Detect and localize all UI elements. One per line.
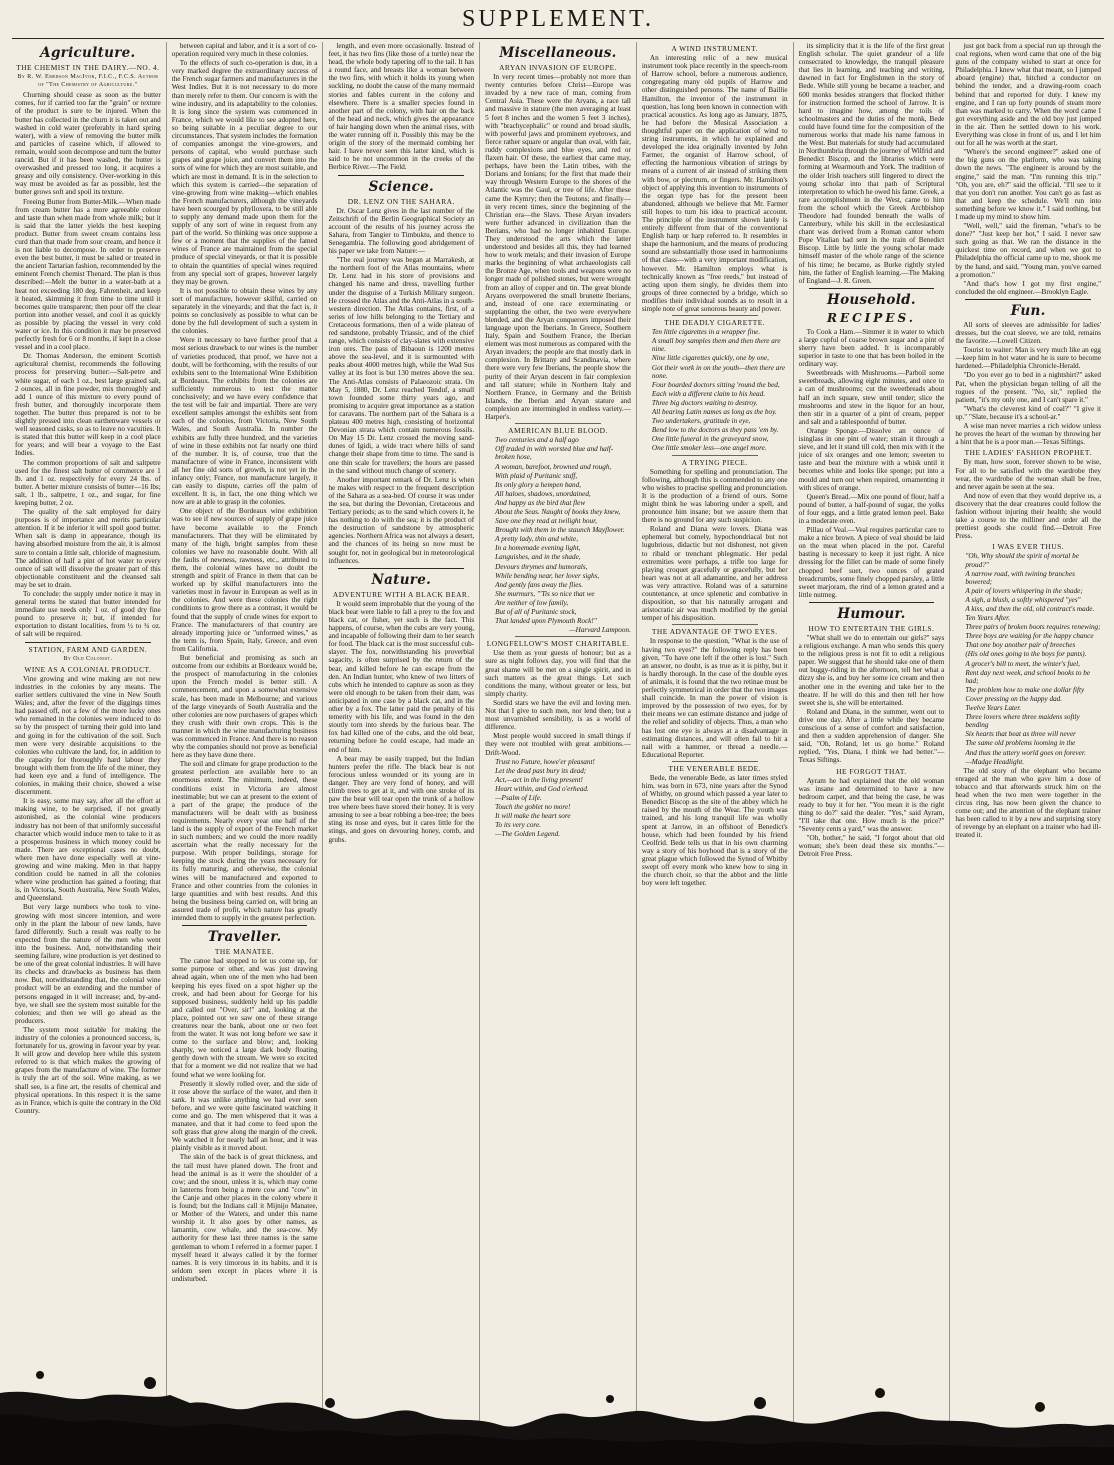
paragraph: The system most suitable for making the industry of the colonies a pronounced success, is, fortunately for us, growing in favour year by year. It will grow and develop here while this system referred to is that which makes the growing of grapes from the manufacture of wine. The former is truly the art of the soil. Wine making, as we shall see, is a fine art, the results of chemical and physical operations. In this respect it is the same as in France, which is quite the contrary in the Old Country.: [15, 1025, 161, 1115]
poem-line: The same old problems looming in the: [965, 739, 1076, 748]
paragraph: To conclude: the supply under notice it may in general terms be stated that butter intended for immediate use needs only 1 oz. of good dry fine pound to preserve it; but, if intended for exportation to distant localities, from ½ to ¾ oz. of salt will be required.: [15, 590, 161, 639]
poem-line: Languishes, and in the shade,: [495, 553, 581, 562]
poem-line: Rent day next week, and school books to be had;: [965, 668, 1091, 685]
paragraph: "Where's the second engineer?" asked one of the big guns on the platform, who was taking down the news. "The engineer is around by the engine," said the man. "I'm running this trip." "Oh, you are, eh?" said the official. "I'll see to it that you don't run another. You can't go as fast as that and keep the schedule. We'll run into something before we know it." I said nothing, but I made up my mind to show him.: [955, 148, 1102, 221]
divider: [672, 761, 758, 762]
poem-line: —Psalm of Life.: [495, 793, 542, 802]
paragraph: Were it necessary to have further proof that a most serious drawback to our wines is the number of varieties produced, that proof, we have not a doubt, will be forthcoming, with the results of our exhibits sent to the International Wine Exhibition at Bordeaux. The exhibits from the colonies are sufficiently numerous to test the matter conclusively; and we have every confidence that the test will be fair and impartial. There are very excellent samples amongst the exhibits sent from each of the colonies, from Victoria, New South Wales, and South Australia. In number the exhibits are fully three hundred, and the varieties of wine in these exhibits not far nearly one third of the number. It is, of course, true that the manufacture of wine in France, inconsistent with all her fine old sorts of growth, is not yet in the infancy only; France, not manufacture largely, it can easily to dispute, carries off the palm of excellent. It is, in fact, the one thing which we now are at able to grasp in the colonies.: [171, 336, 318, 507]
section-heading-miscellaneous: Miscellaneous.: [499, 45, 617, 61]
poem: [642, 328, 788, 452]
paragraph: In response to the question, "What is the use of having two eyes?" the following reply has been given, "To have one left if the other is lost." Such an answer, no doubt, is as true as it is pithy, but it is hardly thorough. In the case of the double eyes of animals, it is found that the two retinae must be perfectly symmetrical in order that the two images shall coincide. In man the power of vision is improved by the possession of two eyes, for by their means we can estimate distance and judge of the relief and solidity of objects. Thus, a man who has lost one eye is always at a disadvantage in estimating distances, and will often fail to hit a nail with a hammer, or thread a needle.—Educational Reporter.: [641, 637, 788, 759]
divider: [515, 423, 601, 424]
poem-line: Devours thrymes and humorals,: [495, 562, 588, 571]
article-title: THE VENERABLE BEDE.: [668, 763, 761, 773]
poem-title: THE DEADLY CIGARETTE.: [664, 318, 766, 328]
poem-line: Let the dead past bury its dead;: [495, 766, 587, 775]
poem-line: —The Golden Legend.: [495, 830, 561, 839]
page-title: SUPPLEMENT.: [462, 5, 654, 32]
section-heading-humour: Humour.: [837, 605, 906, 622]
poem-line: Three lovers where three maidens softly bending: [965, 713, 1080, 730]
column-7: [949, 42, 1106, 1465]
article-byline: By Old Colonist.: [63, 654, 113, 662]
paragraph: The old story of the elephant who became enraged at the man who gave him a dose of tobacco and that afterwards struck him on the head when the two men were together in the circus ring, has now been given the chance to come out; and the attention of the elephant trainer has been called to it by a new and surprising story of revenge by an elephant on a trainer who had ill-treated it.: [955, 766, 1102, 840]
article-title: THE MANATEE.: [214, 947, 275, 957]
paragraph: In very recent times—probably not more than twenty centuries before Christ—Europe was invaded by a new race of man, coming from Central Asia. These were the Aryans, a race tall and massive in stature (the men averaging at least 5 feet 8 inches and the women 5 feet 3 inches), with "brachycephalic" or round and broad skulls, with powerful jaws and prominent eyebrows, and fierce rather square or angular than oval, with fair, ruddy complexions and blue eyes, and red or flaxen hair. Of these, the earliest that came may, perhaps, have been the Latin tribes, with the Dorians and Ionians; for the first that made their way through Western Europe to the shores of the Atlantic was the Gaul, or tree of life. After these came the Kymry; then the Teutons; and finally—in very recent times, since the beginning of the Christian era—the Slavs. These Aryan invaders were further advanced in civilization than the Iberians, who had no longer inhabited Europe. They understood the arts which the latter understood and besides all this, they had learned how to work metals; and their invasion of Europe marks the beginning of what archaeologists call the Bronze Age, when tools and weapons were no longer made of polished stones, but were wrought from an alloy of copper and tin. The great blonde Aryans overpowered the small brunette Iberians, and, instead of one race exterminating or supplanting the other, the two were everywhere blended, and the Aryan conquerors imposed their language upon the Iberians. In Greece, Southern Italy, Spain and Southern France, the Iberian element was most numerous as compared with the Aryan invaders; the people are that mostly dark in complexion. In Brittany and Scandinavia, where there were very few Iberians, the people show the purity of their Aryan descent in fair complexion and tall stature; while in Northern Italy and Northern France, in Germany and the British Islands, the Iberian and Aryan stature and complexion are intermingled in endless variety.—Harper's.: [485, 73, 631, 422]
paragraph: But beneficial and promising as such an outcome from our exhibits at Bordeaux would be, the prospect of manufacturing in the colonies upon the French model is better still. A commencement, and upon a somewhat extensive scale, has been made in Melbourne; and various of the large vineyards of South Australia and the other colonies are now purchasers of grapes which they crush with their own crops. This is the manner in which the wine manufacturing business was commenced in France. And there is no reason why the companies should not prove as beneficial here as they have done there.: [171, 654, 318, 760]
poem-line: —Madge Headlight.: [965, 757, 1025, 766]
paragraph: But very large numbers who took to vine-growing with most sincere intention, and were only in the plant the labour of new lands, have fared differently. Such a result was really to be expected from the nature of the men who went into the business. And, notwithstanding their seeming failure, wine production is yet destined to be one of the great colonial industries. It will have its checks and drawbacks as business has them now. But, notwithstanding that, the colonial wine product will be an extending and the number of persons engaged in it will increase; and, by-and-bye, we shall see the system most suitable for the colonies; and then we will go ahead as the producers.: [15, 903, 161, 1025]
paragraph: just got back from a special run up through the coal regions, when word came that one of the big guns of the company wished to start at once for Philadelphia. I knew what that meant, so I jumped aboard (engine) that, hitched a conductor on behind the tender, and a drawing-room coach behind that and reported for duty. I knew my engine, and I ran up forty pounds of steam more than was marked to carry. When the word came I got everything aside and the old boy just jumped in the air. Then he settled down to his work. Everything was close in front of us, and I let him out for all he was worth at the start.: [955, 42, 1102, 148]
poem-line: Off traded in with worsted blue and half-broken hose,: [495, 445, 614, 462]
poem-line: That landed upon Plymouth Rock!": [495, 617, 597, 626]
paragraph: Vine growing and wine making are not new industries in the colonies by any means. The earlier settlers cultivated the vine in New South Wales; and, after the fever of the diggings times had passed off, not a few of the more lucky ones who remained in the colonies were induced to do so by the prospect of turning their gold into land and going in for the cultivation of the soil. Such men were very desirable acquisitions to the colonies who cultivate the land, for, in addition to the capacity for thoroughly hard labour they brought with them from the life of the miner, they had keen eye and a fund of intelligence. The colonies, in making their choice, showed a wise discernment.: [15, 674, 161, 797]
column-3: [322, 42, 479, 1465]
paragraph: between capital and labor, and it is a sort of co-operation required very much in these colonies.: [171, 42, 318, 59]
attribution: —Harvard Lampoon.: [569, 626, 631, 635]
column-4: [479, 42, 636, 1465]
paragraph: "What's the cleverest kind of coal?" "I give it up." "Slate, because it's a school-ar.": [955, 404, 1102, 421]
poem: [485, 758, 631, 839]
poem-line: One little funeral in the graveyard snow,: [651, 435, 769, 444]
article-title: THE ADVANTAGE OF TWO EYES.: [651, 627, 778, 637]
paragraph: Ayram he had explained that the old woman was insane and determined to have a new bedroom carpet, and that being the case, he was ready to buy it for her. "You mean it is the right thing to do?" said the dealer. "Yes," said Ayram, "I'll take that one. How much is the price?" "Seventy cents a yard," was the answer.: [798, 776, 945, 834]
paragraph: It is not possible to obtain these wines by any sort of manufacture, however skilful, carried on separately in the vineyards; and that the fact is, it points so conclusively as possible to what can be done by the full development of such a system in the colonies.: [171, 286, 318, 336]
poem-line: Each with a different claim to his head.: [651, 389, 765, 398]
poem-line: Ten little cigarettes in a wrapper fine.: [651, 328, 761, 337]
paragraph: A wise man never marries a rich widow unless he proves the heart of the woman by throwing her a hint that he is a poor man.—Texas Siftings.: [955, 422, 1102, 447]
masthead: [12, 0, 1104, 39]
paragraph: length, and even more occasionally. Instead of feet, it has two fins (like those of a turtle) near the head, the whole body tapering off to the tail. It has a round face, and breasts like a woman between the two fins, with which it holds its young when suckling, no doubt the cause of the many mermaid stories and fables current in the colony and elsewhere. There is a smaller species found in another part of the colony, with hair on the back of the head and neck, which gives the appearance of hair hanging down when the animal rises, with the water running off it. Possibly this may be the origin of the story of the mermaid combing her hair. I have never seen this latter kind, which is said to be not uncommon in the creeks of the Berbice River.—The Field.: [328, 42, 475, 172]
divider: [338, 568, 464, 569]
article-title: DR. LENZ ON THE SAHARA.: [347, 196, 455, 206]
poem-line: Brought with them in the staunch Mayflower.: [495, 526, 625, 535]
column-2: [166, 42, 323, 1465]
paragraph: Churning should cease as soon as the butter comes, for if carried too far the "grain" or texture of the product is sure to be injured. When the butter has collected in the churn it is taken out and washed in cold water (preferably in hard spring water), with a view of removing the butter milk and particles of caseine which, if allowed to remain, would soon decompose and turn the butter rancid. But if it has been washed, the butter is overwashed and pressed too long, it acquires a greasy and oily consistency. Over-working in this way must be avoided as far as possible, lest the butter grows soft and spoil its texture.: [15, 91, 161, 197]
column-5: [636, 42, 793, 1465]
poem-line: With plaid of Puritanic stuff,: [495, 471, 578, 480]
divider: [965, 299, 1091, 300]
article-title: ADVENTURE WITH A BLACK BEAR.: [332, 589, 470, 599]
paragraph: To Cook a Ham.—Simmer it in water to which a large cupful of coarse brown sugar and a pint of sherry have been added. It is incomparably superior in taste to one that has been boiled in the ordinary way.: [798, 327, 945, 369]
poem-line: Act,—act in the living present!: [495, 775, 583, 784]
paragraph: The canoe had stopped to let us come up, for some purpose or other, and was just drawing ahead again, when one of the men who had been keeping his eyes fixed on a spot higher up the creek, and had been about for George for his supposed business, suddenly held up his paddle and called out "Over, sir!" and, looking at the place, pointed out we saw one of these strange creatures near the bank, about one or two feet from the water. It was not long before we saw it come to the surface and blow; and, looking sharply, we noticed a large dark body floating gently down with the stream. We were so excited that for a moment we did not realize that we had found what we were looking for.: [171, 957, 318, 1079]
poem-line: In a homemade evening light,: [495, 544, 581, 553]
paragraph: Use them as your guests of honour; but as a sure as night follows day, you will find that the great shame will be met on a single spirit, and in such matters as the great things. Let such conditions the many, without greater or less, but simply charity.: [485, 649, 631, 698]
poem-line: (His old ones going to the boys for pants).: [965, 650, 1087, 659]
poem-line: Heart within, and God o'erhead.: [495, 784, 589, 793]
poem-line: Two centuries and a half ago: [495, 436, 579, 445]
section-heading-traveller: Traveller.: [207, 929, 282, 946]
article-title: STATION, FARM AND GARDEN.: [28, 644, 148, 654]
paragraph: "Do you ever go to bed in a nightshirt?" asked Pat, when the physician began telling of all the rogues of the present. "No, sir," replied the patient, "it's my only one, and I can't spare it.": [955, 371, 1102, 404]
article-subtitle: WINE AS A COLONIAL PRODUCT.: [24, 664, 152, 674]
paragraph: Bede, the venerable Bede, as later times styled him, was born in 673, nine years after the Synod of Whitby, on ground which passed a year later to Benedict Biscop as the site of the abbey which he raised by the mouth of the Wear. The youth was trained, and his long tranquil life was wholly spent at Jarrow, in an offshoot of Benedict's house, which had been founded by his friend Ceolfrid. Bede tells us that in his own charming way a story of his boyhood that is a story of the great plague which followed the Synod of Whitby swept off every monk who knew how to sing in the church choir, so that the abbot and the little boy were left together.: [641, 773, 788, 888]
article-title: A WIND INSTRUMENT.: [671, 44, 758, 53]
poem-line: It will make the heart sore: [495, 812, 571, 821]
article-title: A TRYING PIECE.: [681, 457, 748, 467]
paragraph: By man, how soon, forever shown to be wise, For all to be satisfied with the wardrobe they wear, the wardrobe of the woman shall be free, and never again be seen at the sea.: [955, 458, 1102, 491]
paragraph: Pillau of Veal.—Veal requires particular care to make a nice brown. A piece of veal should be laid on the meat when placed in the pot. Careful basting is necessary to keep it just right. A nice dressing for the fillet can be made of some finely chopped beef suet, two ounces of grated breadcrumbs, some finely chopped parsley, a little sweet marjoram, the rind of a lemon grated and a little nutmeg.: [798, 526, 945, 599]
paragraph: One object of the Bordeaux wine exhibition was to see if new sources of supply of grape juice have become available to the French manufacturers. That they will be eliminated by many of the high, bright samples from these colonies we have no reasonable doubt. With all the faults of newness, rawness, etc., attributed to them, the colonial wines have no doubt the strength and spirit of France in them that can be worked up by skilful manufacturers into the varieties most in favour in European as well as in the colonies. And were these colonies the right conditions to grow there as a contrast, it would be found that the supply of crude wines for export to France. The manufacturers of that country are already importing juice or "unformed wines," as the term is, from Spain, Italy, Greece, and even from California.: [171, 507, 318, 653]
poem-line: One little smoker less—one angel more.: [651, 444, 767, 453]
paragraph: And now of even that they would deprive us, a discovery that the dear creatures could follow the fashion without injuring their health; she would take a course to the milliner and order all the prettiest goods she could find.—Detroit Free Press.: [955, 491, 1102, 541]
poem-line: A narrow road, with twining branches bowered;: [965, 569, 1075, 586]
paragraph: To the effects of such co-operation is due, in a very marked degree the extraordinary success of the French sugar farmers and manufacturers in the West Indies. But it is not necessary to do more than merely refer to them. Our concern is with the wine industry, and its adaptability to the colonies. It is long since the system was commenced in France, which we would like to see adopted here, so being suitable in a peculiar degree to our circumstances. That system includes the formation of companies amongst the vine-growers, and persons of capital, who would purchase such grapes and grape juice, and convert them into the sorts of wine for which they are most suitable, and which are most in demand. It is in the selection to which this system is carried—the separation of vine-growing from wine making—which enables the French manufacturers, although the vineyards have been scourged by phylloxera, to be still able to supply any demand made upon them for the supply of any sort of wine in request from any part of the world. So thinking was once suppose a few or a moment that the supplies of the famed wines of France are maintained from the special produce of special vineyards, or that it is possible to obtain the quantities of special wines required from any special sort of grapes, however largely they may be grown.: [171, 59, 318, 286]
poem-line: Four boarded doctors sitting 'round the bed,: [651, 380, 780, 389]
paragraph: Queen's Bread.—Mix one pound of flour, half a pound of butter, a half-pound of sugar, the yolks of four eggs, and a little grated lemon peel. Bake in a moderate oven.: [798, 492, 945, 525]
poem-line: She murmurs, "'Tis so nice that we: [495, 589, 595, 598]
poem-line: Six hearts that beat as three will never: [965, 730, 1076, 739]
poem-line: All haloes, shadows, unordained,: [495, 489, 591, 498]
divider: [672, 455, 758, 456]
article-title: ARYAN INVASION OF EUROPE.: [499, 63, 617, 72]
paragraph: Freeing Butter from Butter-Milk.—When made from cream butter has a more agreeable colour and taste than when made from whole milk; but it is said that the latter yields the best keeping product. Butter from sweet cream contains less curd than that made from sour cream, and hence it is not liable to decompose. In order to preserve even the best butter, it must be salted or treated in the ancient Tartarian fashion, recommended by the eminent French chemist Thenard. The plan is thus described:—Melt the butter in a water-bath at a heat not exceeding 180 deg. Fahrenheit, and keep it heated, skimming it from time to time until it becomes quite transparent; then pour off the clear portion into another vessel, and cool it as quickly as possible by placing the vessel in very cold water or ice. In this condition it may be preserved perfectly fresh for 6 or 8 months, if kept in a close vessel and in a cool place.: [15, 197, 161, 352]
poem: [485, 436, 631, 625]
article-title: HE FORGOT THAT.: [836, 766, 907, 776]
divider: [515, 636, 601, 637]
poem-line: A sigh, a blush, a softly whispered "yes": [965, 595, 1081, 604]
poem-line: And gently fans away the flies.: [495, 580, 583, 589]
paragraph: Sweetbreads with Mushrooms.—Parboil some sweetbreads, allowing eight minutes, and once to a can of mushrooms; cut the sweetbreads about half an inch square, stew until tender; slice the mushrooms and stew in the liquor for an hour, then stir in a quarter of a pint of cream, pepper and salt and a tablespoonful of butter.: [798, 369, 945, 426]
poem-line: And thus the uttery world goes on forever.: [965, 748, 1086, 757]
paragraph: Roland and Diana were lovers. Diana was ephemeral but comely, hypochondriacal but not lugubrious, didactic but not dishonest, not given to ribald or trenchant phlegmatic. Her pedal extremities were perhaps, a trifle too large for playing croquet gracefully or gracefully, but her heart was not at all adamantine, and her address was very attractive. Roland was of a saturnine countenance, at once splenetic and combative in disposition, so that his naturally arrogant and aristocratic air was much modified by the genial temper of his disposition.: [641, 525, 788, 623]
paragraph: "Well, well," said the fireman, "what's to be done?" "Just keep her hot," I said. I never saw such going as that. We ran the distance in the quickest time on record, and when we got to Philadelphia the official came up to me, shook me by the hand, and said, "Young man, you've earned a promotion.": [955, 222, 1102, 279]
poem-title: I WAS EVER THUS.: [992, 542, 1065, 552]
paragraph: The quality of the salt employed for dairy purposes is of importance and merits particular attention. If it be inferior it will spoil good butter. When salt is damp in appearance, though its having absorbed moisture from the air, it is almost sure to contain a little salt, chloride of magnesium. The addition of half a pint of hot water to every ounce of salt will dissolve the greater part of this objectionable constituent and the cleansed salt may be set to drain.: [15, 508, 161, 589]
poem-line: Save one they read at twilight hour,: [495, 517, 597, 526]
poem-line: All bearing Latin names as long as the boy.: [651, 408, 777, 417]
divider: [809, 602, 935, 603]
section-heading-nature: Nature.: [371, 571, 432, 588]
paragraph: Something for spelling and pronunciation. The following, although this is commended to any one who wishes to practise spelling and pronunciation. It is the production of a friend of ours. Some might think he was laboring under a spell, and pronounce him insane; but we assure them that there is no ground for any such suspicion.: [641, 467, 788, 525]
poem-line: Bend low to the doctors as they pass 'em by.: [651, 426, 779, 435]
paragraph: The soil and climate for grape production to the greatest perfection are available here to an enormous extent. The minimum, indeed, these conditions exist in Victoria are almost inestimable; but we can at present to the extent of a part of the grape; the produce of the manufacturers will be dealt with as business requirements. Nearly every year one half of the land is the supply of export of the French market in such numbers; and we could the more readily ascertain what the really necessary for the purpose. With proper buildings, storage for keeping the stock during the years necessary for its fully maturing, and otherwise, the colonial wines will be manufactured and exported to France and other countries from the colonies in large quantities and with best results. And this being the business being carried on, will bring an assured trade of profit, which nature has greatly intended them to supply in the greatest perfection.: [171, 760, 318, 923]
paragraph: Dr. Thomas Anderson, the eminent Scottish agricultural chemist, recommends the following process for preserving butter:—Salt-petre and white sugar, of each 1 oz., best large grained salt, 2 ounces, all in fine powder, mix thoroughly and add 1 ounce of this mixture to every pound of fresh butter, and thoroughly incorporate them together. The butter thus prepared is not to be slightly pressed into clean earthenware vessels or well seasoned casks, so as to leave no vacuities. It is stated that this butter will keep in a cool place for years; and will bear a voyage to the East Indies.: [15, 352, 161, 458]
poem-line: Cover pressing on the happy dad.: [965, 694, 1063, 703]
paragraph: "Oh, bother," he said, "I forgot about that old woman; she's been dead these six months."—Detroit Free Press.: [798, 834, 945, 859]
paragraph: "What shall we do to entertain our girls?" says a religious exchange. A man who sends this query to the religious press is not fit to edit a religious paper. We suggest that he should take one of them out buggy-riding in the afternoon, tell her what a dizzy she is, and buy her some ice cream and then another one in the evening and take her to the theatre. If he will do this and then tell her how sweet she is, she will be entertained.: [798, 634, 945, 707]
paragraph: All sorts of sleeves are admissible for ladies' dresses, but the coat sleeve, we are told, remains the favorite.—Lowell Citizen.: [955, 320, 1102, 346]
poem-line: Twelve Years Later.: [965, 704, 1022, 713]
divider: [809, 288, 935, 289]
paragraph: Another important remark of Dr. Lenz is when he makes with respect to the frequent description of the Sahara as a sea-bed. Of course it was under the sea, but during the Devonian, Cretaceous and Tertiary periods; as to the sand which covers it, he has nothing to do with the sea; it is the product of the destruction of sandstone by atmospheric agencies. Northern Africa was not always a desert, and the chances of its being so now must be sought for, not in geological but in meteorological influences.: [328, 475, 475, 565]
poem-title: AMERICAN BLUE BLOOD.: [508, 426, 608, 436]
paragraph: Sordid stars we have the evil and loving men. Not that I give to such men, nor lend then; but a most unvarnished sensibility, is as a world of difference.: [485, 698, 631, 732]
poem-line: A pretty lady, thin and white,: [495, 535, 579, 544]
poem-line: That one boy another pair of breeches: [965, 641, 1076, 650]
paragraph: It would seem improbable that the young of the black bear were liable to fall a prey to the fox and black cat, or fisher, yet such is the fact. This happens, of course, when the cubs are very young, and incapable of following their dam to her search for food. The black cat is the most successful cub-slayer. The fox, notwithstanding his proverbial sagacity, is often surprised by the return of the bear, and killed before he can escape from the den. An Indian hunter, who knew of two litters of cubs which he intended to capture as soon as they were old enough to be taken from their dam, was anticipated in one case by a black cat, and in the other by a fox. The latter paid the penalty of his temerity with his life, and was found in the den stoutly torn into shreds by the furious bear. The fox had killed one of the cubs, and the old bear, returning before he could escape, had made an end of him.: [328, 599, 475, 754]
poem-line: Trust no Future, howe'er pleasant!: [495, 757, 595, 766]
paragraph: Presently it slowly rolled over, and the side of it rose above the surface of the water, and then it sank. It was unlike anything we had ever seen before, and we were quite fascinated watching it come and go. The men whispered that it was a manatee, and that it had come to feed upon the soft grass that grew along the margin of the creek. We watched it for nearly half an hour, and it was plainly visible as it moved about.: [171, 1079, 318, 1153]
paragraph: Dr. Oscar Lenz gives in the last number of the Zeitschrift of the Berlin Geographical Society an account of the results of his journey across the Sahara, from Tangier to Timbuktu, and thence to Senegambia. The following good abridgement of his paper we take from Nature:—: [328, 206, 475, 256]
poem-line: Three boys are waiting for the happy chance: [965, 632, 1094, 641]
section-heading-agriculture: Agriculture.: [40, 45, 136, 61]
poem-line: Nine little cigarettes quickly, one by one,: [651, 354, 769, 363]
poem-line: Ten Years After.: [965, 614, 1010, 623]
poem-line: A small boy samples them and then there are nine.: [651, 337, 781, 354]
divider: [338, 175, 464, 176]
poem-line: A woman, barefoot, browned and rough,: [495, 462, 612, 471]
poem-line: And happy as the bird that flew: [495, 498, 586, 507]
article-title: LONGFELLOW'S MOST CHARITABLE.: [486, 639, 630, 649]
column-1: [10, 42, 166, 1465]
paragraph: Roland and Diana, in the summer, went out to drive one day. After a little while they became conscious of a sense of comfort and satisfaction, and then a sudden apprehension of danger. She said, "Oh, Roland, let us go home." Roland replied, "Yes, Diana, I think we had better."—Texas Siftings.: [798, 707, 945, 765]
poem-line: A pair of lovers whispering in the shade;: [965, 586, 1083, 595]
poem-line: Three big doctors waiting to destroy.: [651, 398, 758, 407]
poem-line: Its only glory a hempen band,: [495, 480, 581, 489]
recipes-heading: RECIPES.: [827, 310, 916, 325]
column-6: [793, 42, 950, 1465]
paragraph: its simplicity that it is the life of the first great English scholar. The quiet grandeur of a life consecrated to knowledge, the tranquil pleasure that lies in learning, and teaching and writing, dawned in fact for Englishmen in the story of Bede. While still young he became a teacher, and 600 monks besides strangers that flocked thither for instruction formed the school of Jarrow. It is hard to imagine how, among the toils of schoolmasters and the duties of the monk, Bede could have found time for the composition of the numerous works that made his name famous in the West. But materials for study had accumulated in Northumbria through the journey of Wilfrid and Benedict Biscop, and the libraries which were forming at Wearmouth and York. The tradition of the older Irish teachers still lingered to direct the young scholar into that path of Scriptural interpretation to which he owed his fame. Greek, a rare accomplishment in the West, came to him from the school which the Greek Archbishop Theodore had founded beneath the walls of Canterbury, while his skill in the ecclesiastical chant was derived from a Roman cantor whom Pope Vitalian had sent in the train of Benedict Biscop. Little by little the young scholar made himself master of the whole range of the science of his time; he became, as Burke rightly styled him, the father of English learning.—The Making of England—J. R. Green.: [798, 42, 945, 285]
poem-line: About the Seas. Naught of books they knew,: [495, 507, 621, 516]
poem-line: While bending near, her lover sighs,: [495, 571, 600, 580]
poem-line: A kiss, and then the old, old contract's made.: [965, 605, 1095, 613]
divider: [672, 315, 758, 316]
divider: [672, 624, 758, 625]
poem-line: Two undertakers, gratitude in eye,: [651, 417, 751, 426]
poem-line: The problem how to make one dollar fifty: [965, 685, 1085, 694]
article-title: HOW TO ENTERTAIN THE GIRLS.: [808, 623, 935, 633]
poem-line: Got their work in on the youth—then there are none.: [651, 363, 786, 380]
poem-line: But of all of Puritanic stock,: [495, 608, 577, 616]
poem-line: To its very core.: [495, 821, 541, 830]
divider: [182, 925, 308, 926]
paragraph: "And that's how I got my first engine," concluded the old engineer.—Brooklyn Eagle.: [955, 279, 1102, 296]
paragraph: The common proportions of salt and saltpetre used for the finest salt butter of commerce are 1 lb. and 1 oz. respectively for every 24 lbs. of butter. A better mixture consists of butter—16 lbs; salt, 1 lb., saltpetre, 1 oz., and sugar, for fine keeping butter, 2 oz.: [15, 458, 161, 507]
paragraph: An interesting relic of a new musical instrument took place recently in the speech-room of Harrow school, before a numerous audience, congregating many old pupils of Harrow and other distinguished persons. The name of Baillie Hamilton, the inventor of the instrument in question, has long been known in connection with practical acoustics. As long ago as January, 1875, he had before the Musical Association a thoughtful paper on the application of wind to string instruments, in which he explained and developed the idea originally invented by John Farmer, the organist of Harrow school, of effecting the harmonious vibration of strings by means of a current of air instead of striking them with bow, or plectrum, or fingers. Mr. Hamilton's object of applying this invention to instruments of the organ type has for the present been abandoned, although we believe that Mr. Farmer still hopes to turn his idea to practical account. The principle of the instrument shown lately is entirely different from that of the conventional English harp or harp referred to. It resembles in shape the harmonium, and the means of producing sound are substantially those used in harmoniums of that class—with a very important modification, however. Mr. Hamilton employs what is technically known as "free reeds," but instead of acting upon them singly, he divides them into groups of three connected by a bridge, which so modifies their individual sounds as to result in a simple note of great sonorous beauty and power.: [641, 54, 788, 313]
columns: [10, 42, 1106, 1465]
poem-line: "Oh, Why should the spirit of mortal be proud?": [965, 552, 1079, 569]
divider: [25, 642, 151, 643]
article-byline: By R. W. Emerson MacIvor, F.I.C., F.C.S. Author of "The Chemistry of Agriculture.": [17, 73, 159, 89]
section-heading-science: Science.: [368, 178, 434, 195]
poem-line: A grocer's bill to meet, the winter's fuel,: [965, 659, 1080, 668]
poem-line: Three pairs of broken boots requires renewing;: [965, 623, 1101, 632]
article-title: THE CHEMIST IN THE DAIRY.—NO. 4.: [16, 63, 160, 72]
poem-line: Touch the goblet no more!: [495, 803, 571, 812]
paragraph: A bear may be easily trapped, but the Indian hunters prefer the rifle. The black bear is not ferocious unless wounded or its young are in danger. They are very fond of honey, and will climb trees to get at it, and with one stroke of its paw the bear will tear open the trunk of a hollow tree where bees have stored their honey. It is very amusing to see a bear robbing a bee-tree; the bees sting its nose and eyes, but it cares little for the stings, and goes on devouring honey, comb, and grubs.: [328, 754, 475, 844]
poem-line: Are neither of low family,: [495, 598, 569, 607]
article-title: THE LADIES' FASHION PROPHET.: [964, 448, 1092, 458]
paragraph: Orange Sponge.—Dissolve an ounce of isinglass in one pint of water; strain it through a sieve, and let it stand till cold, then mix with it the juice of six oranges and one lemon; sweeten to taste and beat the mixture with a whisk until it becomes white and looks like sponge; put into a mould and turn out when required, ornamenting it with slices of orange.: [798, 426, 945, 492]
section-heading-fun: Fun.: [1010, 302, 1046, 319]
paragraph: It is easy, some may say, after all the effort at making wine, to be surprised, if not greatly astonished, as the colonial wine producers industry has not been of that uniformly successful character which would induce men to take to it as a prosperous business in which money could be made. There are exceptional cases no doubt, where men have done especially well at vine-growing and wine making. Men in that happy condition could be named in all the colonies where wine production has gained a footing; that is, in Victoria, South Australia, New South Wales, and Queensland.: [15, 797, 161, 903]
poem: [955, 552, 1101, 765]
paragraph: Most people would succeed in small things if they were not troubled with great ambitions.—Drift-Wood.: [485, 732, 631, 757]
paragraph: Tourist to waiter: Man is very much like an egg—keep him in hot water and he is sure to become hardened.—Philadelphia Chronicle-Herald.: [955, 346, 1102, 371]
paragraph: The skin of the back is of great thickness, and the tail must have planed down. The front and head the animal is as it were the shoulder of a cow; and the snout, unless it is, which may come in lanterns from being a mere cow and "cow" in the Canje and other places in the colony where it is found; but the Indians call it Mijnijo Manatee, or Mother of the Waters, and under this name worship it. It also goes by other names, as lamantin, cow whale, and the sea-cow. My authority for these last three names is the same gentleman to whom I referred in a former paper. I myself heard it always called it by the former names. It is very timorous in its habits, and it is seldom seen except in places where it is undisturbed.: [171, 1153, 318, 1283]
paragraph: "The real journey was began at Marrakesh, at the northern foot of the Atlas mountains, where Dr. Lenz had in his store of provisions and changed his name and dress, travelling further under the disguise of a Turkish Military surgeon. He crossed the Atlas and the Anti-Atlas in a south-western direction. The Atlas contains, first, of a series of low hills belonging to the Tertiary and Cretaceous formations, then of a wide plateau of red sandstone, probably Triassic, and of the chief range, which consists of clay-slates with extensive iron ores. The pass of Bibaoun is 1200 metres above the sea-level, and it is surmounted with peaks about 4000 metres high, while the Wad Sus valley at its foot is but 130 metres above the sea. The Anti-Atlas consists of Palaeozoic strata. On May 5, 1880, Dr. Lenz reached Tenduf, a small town founded some thirty years ago, and promising to acquire great importance as a station for caravans. The northern part of the Sahara is a plateau 400 metres high, consisting of horizontal Devonian strata which contain numerous fossils. On May 15 Dr. Lenz crossed the moving sand-dunes of Igidi, a wide tract where hills of sand change their shape from time to time. The sand is one thin scale for travellers; the hours are passed in the sand without much change of scenery.: [328, 256, 475, 475]
section-heading-household: Household.: [827, 291, 916, 308]
